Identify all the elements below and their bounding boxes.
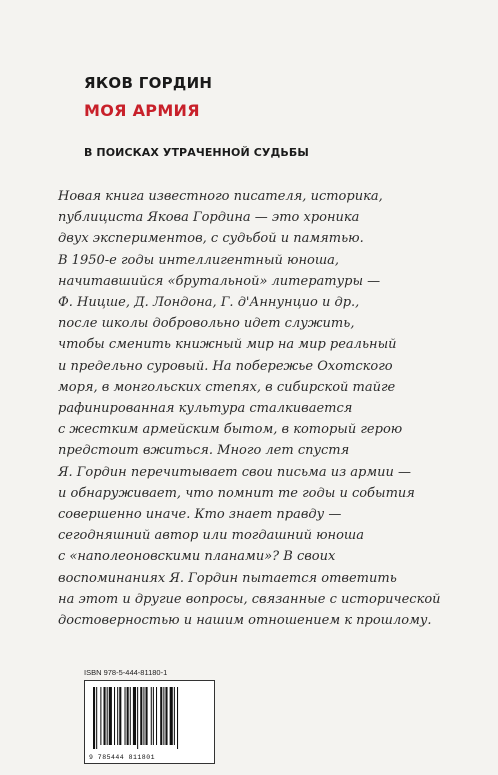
barcode-bar xyxy=(153,687,154,745)
barcode-bar xyxy=(140,687,142,745)
barcode-bar xyxy=(170,687,173,745)
blurb-line: сегодняшний автор или тогдашний юноша xyxy=(58,528,364,544)
blurb-line: моря, в монгольских степях, в сибирской тайге xyxy=(58,379,396,395)
barcode-bar xyxy=(93,687,95,749)
blurb-line: на этот и другие вопросы, связанные с исторической xyxy=(58,591,441,607)
barcode-digits: 9 785444 811801 xyxy=(89,754,156,761)
barcode-bar xyxy=(177,687,178,749)
barcode-bar xyxy=(125,687,126,745)
blurb-line: рафинированная культура сталкивается xyxy=(58,401,353,417)
isbn-barcode-block xyxy=(84,668,215,766)
barcode-bar xyxy=(174,687,175,745)
barcode-bar xyxy=(165,687,167,745)
barcode-bar xyxy=(130,687,131,745)
book-blurb xyxy=(58,186,458,631)
blurb-line: начитавшийся «брутальной» литературы — xyxy=(58,273,381,289)
blurb-line: чтобы сменить книжный мир на мир реальный xyxy=(58,337,397,353)
barcode-bars xyxy=(91,687,210,749)
barcode-bar xyxy=(100,687,101,745)
blurb-line: предстоит вжиться. Много лет спустя xyxy=(58,443,350,459)
barcode-bar xyxy=(133,687,136,745)
blurb-line: и обнаруживает, что помнит те годы и события xyxy=(58,485,415,501)
barcode-bar xyxy=(127,687,129,745)
blurb-line: достоверностью и нашим отношением к прошлому. xyxy=(58,613,432,629)
barcode-bar xyxy=(119,687,121,745)
author-name: ЯКОВ ГОРДИН xyxy=(84,74,213,92)
blurb-line: публициста Якова Гордина — это хроника xyxy=(58,210,360,226)
blurb-line: после школы добровольно идет служить, xyxy=(58,316,355,332)
blurb-line: Ф. Ницше, Д. Лондона, Г. д'Аннунцио и др., xyxy=(58,295,360,311)
barcode-bar xyxy=(96,687,97,749)
barcode-bar xyxy=(104,687,106,745)
barcode-bar xyxy=(107,687,108,745)
barcode-bar xyxy=(143,687,144,745)
blurb-line: В 1950-е годы интеллигентный юноша, xyxy=(58,252,340,268)
blurb-line: Новая книга известного писателя, историка, xyxy=(58,189,383,204)
blurb-line: с «наполеоновскими планами»? В своих xyxy=(58,549,336,565)
blurb-line: с жестким армейским бытом, в который герою xyxy=(58,422,403,438)
blurb-line: Я. Гордин перечитывает свои письма из армии — xyxy=(58,464,412,480)
book-title: МОЯ АРМИЯ xyxy=(84,101,200,120)
isbn-label: ISBN 978-5-444-81180-1 xyxy=(84,668,168,677)
barcode-bar xyxy=(117,687,118,745)
barcode-bar xyxy=(160,687,162,745)
barcode-bar xyxy=(114,687,115,745)
barcode-bar xyxy=(146,687,148,745)
blurb-line: совершенно иначе. Кто знает правду — xyxy=(58,507,342,523)
barcode-bar xyxy=(137,687,138,749)
book-subtitle: В ПОИСКАХ УТРАЧЕННОЙ СУДЬБЫ xyxy=(84,146,309,159)
blurb-line: и предельно суровый. На побережье Охотского xyxy=(58,358,393,374)
barcode-bar xyxy=(151,687,152,745)
blurb-line: воспоминаниях Я. Гордин пытается ответить xyxy=(58,570,397,586)
blurb-line: двух экспериментов, с судьбой и памятью. xyxy=(58,231,364,247)
barcode-bar xyxy=(109,687,112,745)
barcode-bar xyxy=(156,687,157,745)
barcode xyxy=(84,680,215,764)
barcode-bar xyxy=(163,687,164,745)
